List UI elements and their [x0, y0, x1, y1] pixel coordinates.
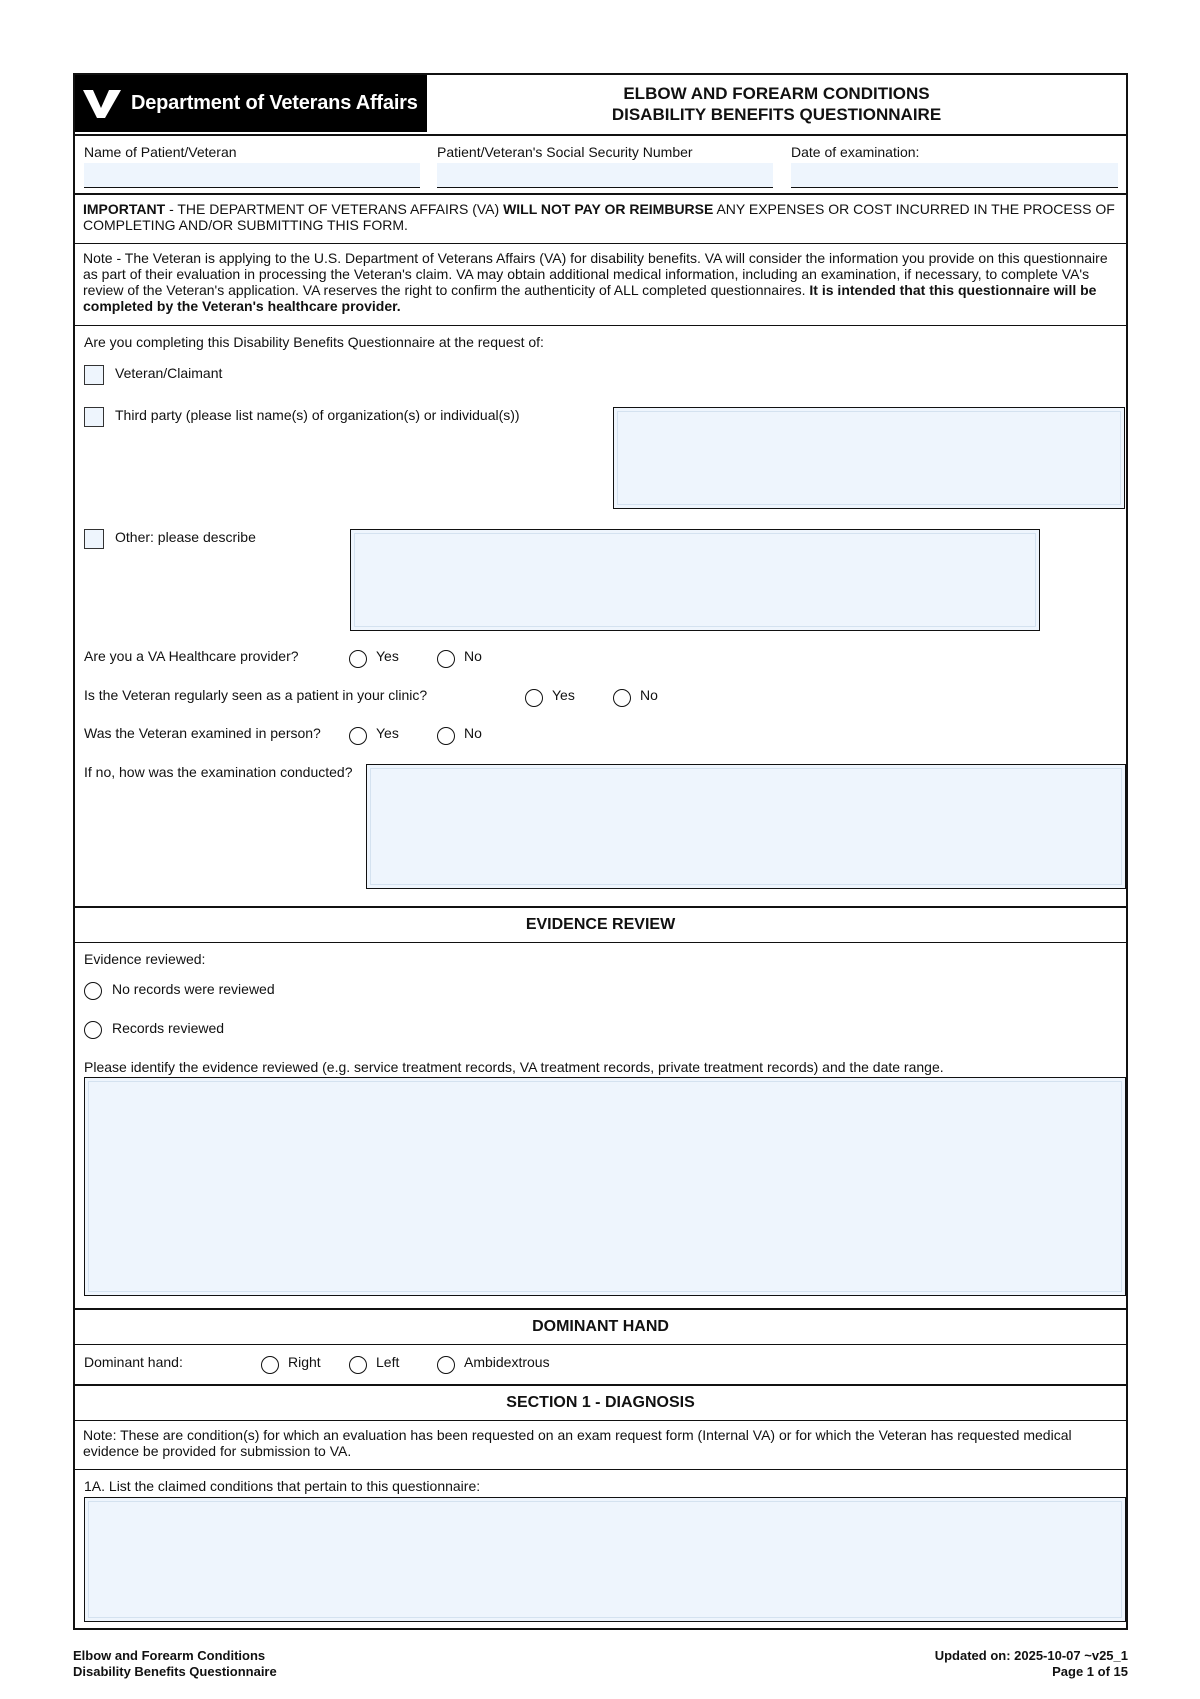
right-hand-radio[interactable] — [261, 1356, 279, 1374]
clinic-question: Is the Veteran regularly seen as a patient in your clinic? — [84, 687, 428, 703]
va-logo — [75, 75, 427, 132]
other-checkbox[interactable] — [84, 529, 104, 549]
patient-name-input[interactable] — [84, 163, 420, 188]
request-question: Are you completing this Disability Benefits Questionnaire at the request of: — [84, 334, 544, 350]
provider-yes-label: Yes — [376, 648, 399, 664]
important-text-1: - THE DEPARTMENT OF VETERANS AFFAIRS (VA) — [165, 201, 504, 217]
evidence-textarea[interactable] — [84, 1077, 1126, 1296]
other-textarea[interactable] — [350, 529, 1040, 631]
clinic-no-radio[interactable] — [613, 689, 631, 707]
intro-note — [75, 244, 1126, 326]
dominant-hand-label: Dominant hand: — [84, 1354, 183, 1370]
in-person-no-radio[interactable] — [437, 727, 455, 745]
footer-form-subtitle: Disability Benefits Questionnaire — [73, 1664, 277, 1679]
third-party-label: Third party (please list name(s) of organization(s) or individual(s)) — [115, 407, 520, 423]
dbq-form — [73, 73, 1128, 1630]
dominant-hand-row — [75, 1345, 1126, 1386]
date-label: Date of examination: — [791, 144, 920, 160]
q1a-label: 1A. List the claimed conditions that pertain to this questionnaire: — [84, 1478, 481, 1494]
section1-heading: SECTION 1 - DIAGNOSIS — [75, 1386, 1126, 1421]
footer-updated: Updated on: 2025-10-07 ~v25_1 — [934, 1648, 1128, 1663]
clinic-yes-radio[interactable] — [525, 689, 543, 707]
left-hand-radio[interactable] — [349, 1356, 367, 1374]
section1-1a — [75, 1470, 1126, 1630]
clinic-no-label: No — [640, 687, 658, 703]
dominant-hand-heading: DOMINANT HAND — [75, 1310, 1126, 1345]
evidence-label: Evidence reviewed: — [84, 951, 206, 967]
important-bold: WILL NOT PAY OR REIMBURSE — [503, 201, 714, 217]
footer-right — [935, 1648, 1128, 1680]
agency-name: Department of Veterans Affairs — [131, 92, 418, 114]
provider-question: Are you a VA Healthcare provider? — [84, 648, 299, 664]
title-line-2: DISABILITY BENEFITS QUESTIONNAIRE — [611, 105, 942, 124]
footer-left — [73, 1648, 277, 1680]
request-section — [75, 326, 1126, 908]
in-person-no-label: No — [464, 725, 482, 741]
other-label: Other: please describe — [115, 529, 256, 545]
provider-no-radio[interactable] — [437, 650, 455, 668]
no-records-radio[interactable] — [84, 982, 102, 1000]
how-conducted-textarea[interactable] — [366, 764, 1126, 889]
important-lead: IMPORTANT — [83, 201, 166, 217]
in-person-yes-label: Yes — [376, 725, 399, 741]
exam-date-input[interactable] — [791, 163, 1118, 188]
important-text-2: ANY EXPENSES OR COST INCURRED IN THE PROCESS OF COMPLETING AND/OR SUBMITTING THIS FORM. — [83, 201, 1115, 233]
note-bold: It is intended that this questionnaire will be completed by the Veteran's healthcare provider. — [83, 282, 1097, 314]
veteran-claimant-label: Veteran/Claimant — [115, 365, 223, 381]
in-person-question: Was the Veteran examined in person? — [84, 725, 321, 741]
how-conducted-question: If no, how was the examination conducted? — [84, 764, 353, 780]
important-notice — [75, 195, 1126, 244]
records-reviewed-radio[interactable] — [84, 1021, 102, 1039]
right-hand-label: Right — [288, 1354, 321, 1370]
footer-form-name: Elbow and Forearm Conditions — [73, 1648, 266, 1663]
evidence-review-heading: EVIDENCE REVIEW — [75, 908, 1126, 943]
clinic-yes-label: Yes — [552, 687, 575, 703]
form-title — [427, 75, 1126, 134]
ambidextrous-label: Ambidextrous — [464, 1354, 550, 1370]
note-text: Note - The Veteran is applying to the U.S. Department of Veterans Affairs (VA) for disability benefits. VA will consider the information you provide on this questionnaire as part of their evaluation in processing the Veteran's claim. VA may obtain additional medical information, including an examination, if necessary, to complete VA's review of the Veteran's application. VA reserves the right to confirm the authenticity of ALL completed questionnaires. — [83, 250, 1108, 298]
identify-evidence-label: Please identify the evidence reviewed (e.g. service treatment records, VA treatment records, private treatment records) and the date range. — [84, 1059, 944, 1075]
left-hand-label: Left — [376, 1354, 400, 1370]
form-header — [75, 75, 1126, 136]
va-seal-icon — [81, 86, 123, 122]
claimed-conditions-textarea[interactable] — [84, 1497, 1126, 1622]
footer-page-number: Page 1 of 15 — [1052, 1664, 1128, 1679]
veteran-claimant-checkbox[interactable] — [84, 365, 104, 385]
provider-no-label: No — [464, 648, 482, 664]
ambidextrous-radio[interactable] — [437, 1356, 455, 1374]
evidence-review-section — [75, 943, 1126, 1310]
ssn-label: Patient/Veteran's Social Security Number — [437, 144, 693, 160]
third-party-textarea[interactable] — [613, 407, 1125, 509]
provider-yes-radio[interactable] — [349, 650, 367, 668]
no-records-label: No records were reviewed — [112, 981, 275, 997]
third-party-checkbox[interactable] — [84, 407, 104, 427]
records-reviewed-label: Records reviewed — [112, 1020, 225, 1036]
section1-note: Note: These are condition(s) for which an evaluation has been requested on an exam request form (Internal VA) or for which the Veteran has requested medical evidence be provided for submission to VA. — [75, 1421, 1126, 1470]
ssn-input[interactable] — [437, 163, 773, 188]
title-line-1: ELBOW AND FOREARM CONDITIONS — [623, 84, 930, 103]
patient-info-row — [75, 136, 1126, 195]
name-label: Name of Patient/Veteran — [84, 144, 237, 160]
in-person-yes-radio[interactable] — [349, 727, 367, 745]
